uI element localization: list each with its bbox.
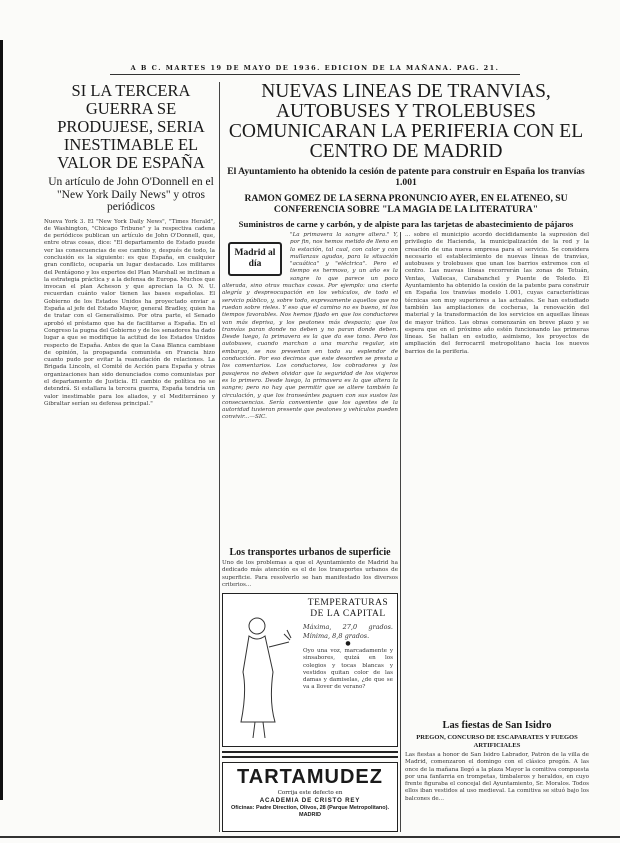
ramon-subhead: Suministros de carne y carbón, y de alpiste para las tarjetas de abastecimiento de pájaros (238, 219, 574, 229)
madrid-al-dia-text: "La primavera la sangre altera." Y, por fin, nos hemos metido de lleno en la estación, tal cual, con calor y con mullanzas agudas, para la situación "acuática" y "eléctrica". Pero el tiempo es hermoso, y un año es la sangre lo que parece un poco alterada, sino otras muchas cosas. Por ejemplo: una cierta alegría y despreocupación en los vehículos, de todo el servicio público, y, sobre todo, expresamente aquellos que no ruedan sobre rieles. Y eso que el camino no es bueno, ni los tiempos favorables. Nos hemos fijado en que los conductores van más deprisa, y los peatones más despacio; que los tranvías paran donde no deben y no paran donde deben. Desde luego, la primavera es la que da ese tono. Pero los autobuses, cuando marchan a una marcha regular, sin embargo, se nos presentan en todo su esplendor de conducción. Por eso decimos que este desorden se presta a los comentarios. Los conductores, los cobradores y los pasajeros no deben olvidar que la seguridad de los viajeros es lo primero. Desde luego, la primavera es la que altera la sangre; pero no hay que permitir que se altere también la circulación, y que los transeúntes paguen con sus sustos las consecuencias. Sería conveniente que los agentes de la autoridad tuvieran presente que peatones y vehículos pueden convivir...—SIC. (222, 232, 398, 421)
scan-edge (0, 40, 3, 800)
ad-line1: Corrija este defecto en (277, 790, 343, 796)
left-headline: SI LA TERCERA GUERRA SE PRODUJESE, SERIA INESTIMABLE EL VALOR DE ESPAÑA (57, 81, 205, 172)
right-column (405, 232, 589, 832)
left-deck: Un artículo de John O'Donnell en el "New York Daily News" y otros periódicos (48, 176, 214, 213)
main-subhead: El Ayuntamiento ha obtenido la cesión de patente para construir en España los tranvías 1.001 (227, 166, 585, 188)
san-isidro-body: Las fiestas a honor de San Isidro Labrador, Patrón de la villa de Madrid, comenzaron el domingo con el clásico pregón. A las once de la mañana llegó a la plaza Mayor la comitiva compuesta por una fanfarria en trompetas, timbaleros y heraldos, en cuyo frente figuraba el concejal del Ayuntamiento, Sr. Moralos. Todos ellos iban vestidos al uso medieval. La comitiva se situó bajo los balcones de... (405, 752, 589, 802)
madrid-al-dia-body (222, 232, 398, 543)
woman-illustration (229, 612, 299, 740)
ad-line2: ACADEMIA DE CRISTO REY (259, 797, 361, 804)
tartamudez-ad (222, 762, 398, 832)
temperatures-box (222, 593, 398, 747)
madrid-al-dia-box: Madrid al día (228, 242, 282, 276)
left-body: Nueva York 3. El "New York Daily News", "Times Herald", de Washington, "Chicago Tribune" y la respectiva cadena de periódicos publican un artículo de John O'Donnell, que, entre otras cosas, dice: "El departamento de Estado puede ver las consecuencias de ese cambio y, después de todo, la conclusión es la siguiente: es que España, en cualquier gran conflicto, ocuparía un lugar destacado. Los militares del Pentágono y los expertos del Plan Marshall se inclinan a la estrategia práctica y a la defensa de Europa. Muchos que invocan el plan Acheson y que aprecian la O. N. U. recuerdan cuánto valor tienen las bases españolas. El Gobierno de los Estados Unidos ha proyectado enviar a España al jefe del Estado Mayor, general Bradley, quien ha de tratar con el Generalísimo. Por otra parte, el Senado aprobó el préstamo que ha de facilitarse a España. En el Congreso la pugna del Gobierno y de los senadores ha dado lugar a que se modifique la actitud de los Estados Unidos respecto de España. Antes de que la Casa Blanca cambiase de opinión, la propaganda comunista en Francia hizo cuanto pudo por evitar la reanudación de relaciones. La Brigada Lincoln, el Comité de Acción para España y otras organizaciones han sido denunciados como comunistas por el departamento de Justicia. El cambio de política no se detendrá. Si estallara la tercera guerra, España tendría un valor inestimable para los aliados, y el Mediterráneo y Gibraltar serían su defensa principal." (44, 218, 215, 407)
ad-line3: Oficinas: Padre Direction, Olivos, 28 (Parque Metropolitano). MADRID (230, 805, 389, 818)
columns-row (222, 232, 590, 832)
main-headline: NUEVAS LINEAS DE TRANVIAS, AUTOBUSES Y TROLEBUSES COMUNICARAN LA PERIFERIA CON EL CENTRO DE MADRID (228, 81, 584, 162)
transportes-headline: Los transportes urbanos de superficie (229, 547, 391, 558)
middle-column (222, 232, 401, 832)
san-isidro-headline: Las fiestas de San Isidro (442, 720, 552, 731)
temperatures-body: Oyo una voz, marcadamente y sinsabores, quizá en los colegios y tocas blancas y vestidos quitan color de las damas y damiselas, ¿de que se va a llover de verano? (303, 648, 393, 691)
main-area (222, 82, 590, 832)
temperatures-values: Máxima, 27,0 grados. Mínima, 8,8 grados. (303, 623, 393, 640)
temperatures-title: TEMPERATURAS DE LA CAPITAL (307, 598, 389, 619)
san-isidro-subhead: PREGON, CONCURSO DE ESCAPARATES Y FUEGOS ARTIFICIALES (416, 734, 578, 749)
ramon-headline: RAMON GOMEZ DE LA SERNA PRONUNCIO AYER, EN EL ATENEO, SU CONFERENCIA SOBRE "LA MAGIA DE LA LITERATURA" (244, 193, 568, 215)
left-column (44, 82, 220, 832)
double-rule (222, 751, 398, 758)
bottom-rule (0, 836, 620, 838)
main-body: ... sobre el municipio acordó decididamente la supresión del privilegio de Hacienda, la municipalización de la red y la creación de una nueva empresa para el servicio. Se considera necesario el establecimiento de nuevas líneas de tranvías, autobuses y trolebuses que unan los barrios extremos con el centro. Las nuevas líneas recorrerán las zonas de Tetuán, Ventas, Vallecas, Carabanchel y Puente de Toledo. El Ayuntamiento ha obtenido la cesión de la patente para construir en España los tranvías modelo 1.001, cuyas características técnicas son muy superiores a las actuales. Se han estudiado también las ampliaciones de cocheras, la renovación del material y la transformación de los servicios en aquellas líneas de mayor tráfico. Las obras comenzarán en breve plazo y se espera que en el próximo año estén funcionando las primeras líneas. Se hallan en estudio, asimismo, los proyectos de ampliación del ferrocarril metropolitano hacia los nuevos barrios de la periferia. (405, 232, 589, 355)
temperatures-text (301, 594, 397, 746)
masthead: A B C. MARTES 19 DE MAYO DE 1936. EDICION DE LA MAÑANA. PAG. 21. (110, 64, 520, 75)
transportes-body: Uno de los problemas a que el Ayuntamiento de Madrid ha dedicado más atención es el de los transportes urbanos de superficie. Para resolverlo se han manifestado los diversos criterios... (222, 560, 398, 588)
bullet-icon: ● (345, 640, 351, 647)
ad-title: TARTAMUDEZ (237, 766, 383, 788)
